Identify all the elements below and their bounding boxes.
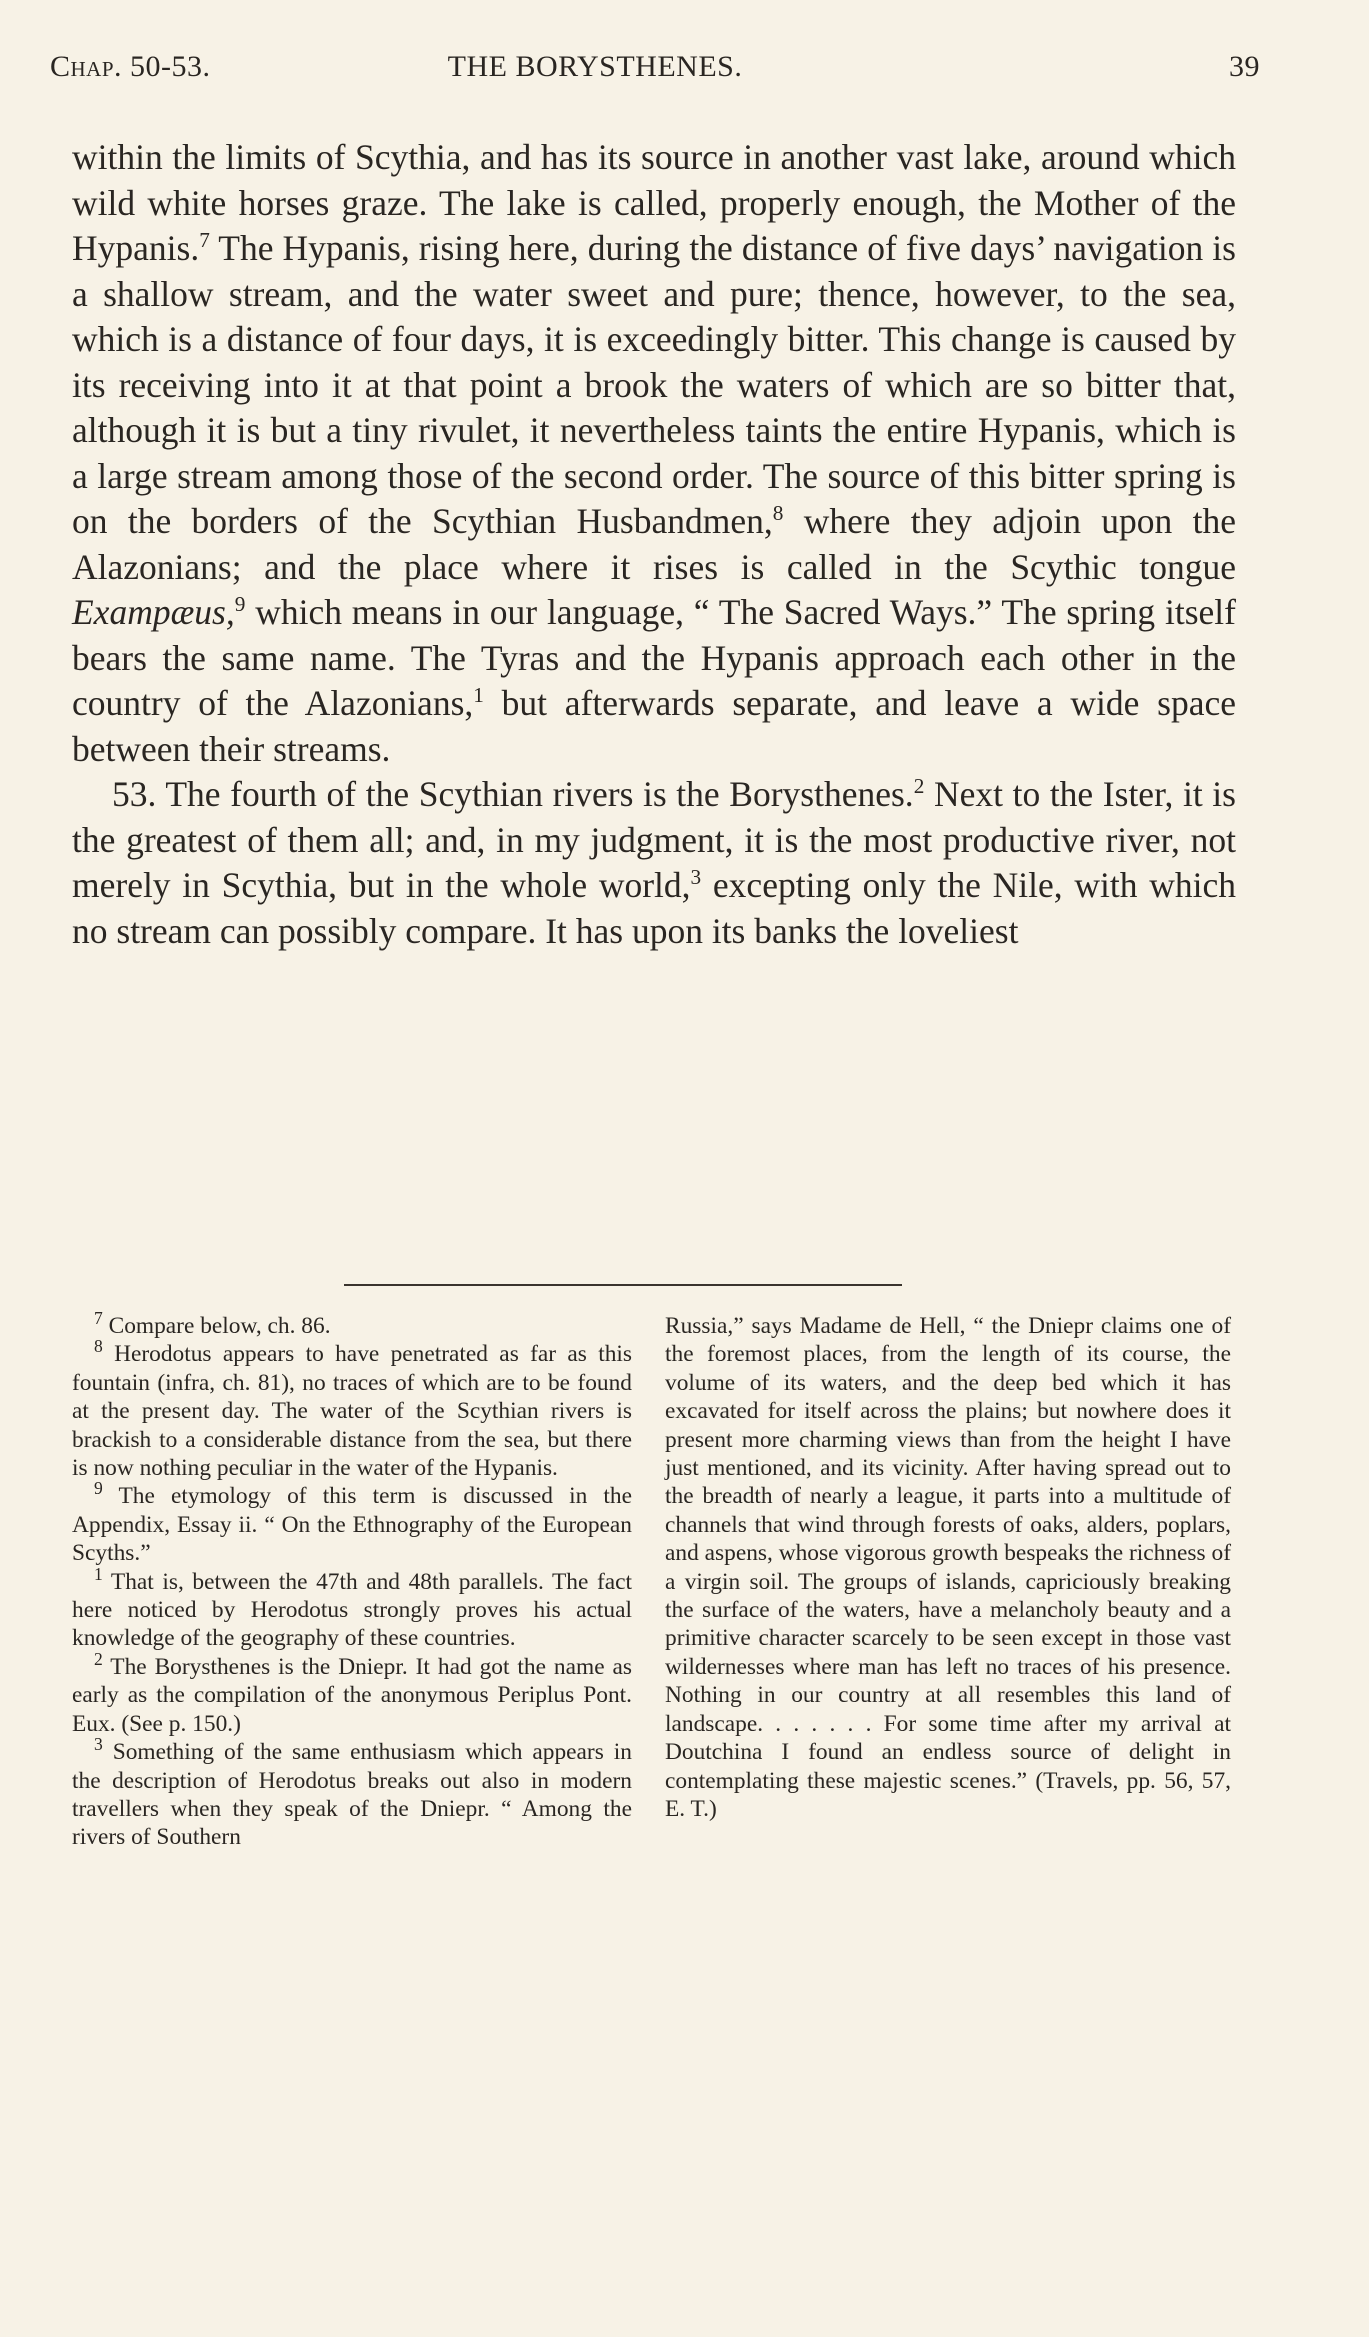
footnote: $^8$ Herodotus appears to have penetrated as far as this fountain (infra, ch. 81), no traces of which are to be found at the present day. The water of the Scythian rivers is brackish to a considerable distance from the sea, but there is now nothing peculiar in the water of the Hypanis.	[72, 1336, 632, 1482]
paragraph-continued: within the limits of Scythia, and has its source in another vast lake, around which wild white horses graze. The lake is called, properly enough, the Mother of the Hypanis.$^7$ The Hypanis, rising here, during the distance of five days’ navigation is a shallow stream, and the water sweet and pure; thence, however, to the sea, which is a distance of four days, it is exceedingly bitter. This change is caused by its receiving into it at that point a brook the waters of which are so bitter that, although it is but a tiny rivulet, it nevertheless taints the entire Hypanis, which is a large stream among those of the second order. The source of this bitter spring is on the borders of the Scythian Husbandmen,$^8$ where they adjoin upon the Alazonians; and the place where it rises is called in the Scythic tongue Exampæus,$^9$ which means in our language, “ The Sacred Ways.” The spring itself bears the same name. The Tyras and the Hypanis approach each other in the country of the Alazonians,$^1$ but afterwards separate, and leave a wide space between their streams.	[72, 137, 1236, 769]
paragraph-53: 53. The fourth of the Scythian rivers is the Borysthenes.$^2$ Next to the Ister, it is the greatest of them all; and, in my judgment, it is the most productive river, not merely in Scythia, but in the whole world,$^3$ excepting only the Nile, with which no stream can possibly compare. It has upon its banks the loveliest	[72, 774, 1236, 951]
footnote-ref: 7	[199, 228, 210, 253]
footnote: $^3$ Something of the same enthusiasm which appears in the description of Herodotus breaks out also in modern travellers when they speak of the Dniepr. “ Among the rivers of Southern	[72, 1734, 632, 1851]
main-text	[72, 135, 1236, 954]
footnote: $^1$ That is, between the 47th and 48th parallels. The fact here noticed by Herodotus strongly proves his actual knowledge of the geography of these countries.	[72, 1563, 632, 1652]
footnote-ref: 3	[690, 865, 702, 890]
chapter-range: Chap. 50-53.	[50, 50, 211, 83]
footnote-ref: 8	[772, 501, 784, 526]
footnote-ref: 2	[913, 774, 925, 799]
footnote-continuation: Russia,” says Madame de Hell, “ the Dniepr claims one of the foremost places, from the length of its course, the volume of its waters, and the deep bed which it has excavated for itself across the plains; but nowhere does it present more charming views than from the height I have just mentioned, and its vicinity. After having spread out to the breadth of nearly a league, it parts into a multitude of channels that wind through forests of oaks, alders, poplars, and aspens, whose vigorous growth bespeaks the richness of a virgin soil. The groups of islands, capriciously breaking the surface of the waters, have a melancholy beauty and a primitive character scarcely to be seen except in those vast wildernesses where man has left no traces of his presence. Nothing in our country at all resembles this land of landscape. . . . . . . For some time after my arrival at Doutchina I found an endless source of delight in contemplating these majestic scenes.” (Travels, pp. 56, 57, E. T.)	[665, 1313, 1231, 1822]
footnote-ref: 9	[234, 592, 246, 617]
footnote: $^2$ The Borysthenes is the Dniepr. It had got the name as early as the compilation of the anonymous Periplus Pont. Eux. (See p. 150.)	[72, 1649, 632, 1737]
scythic-term: Exampæus,	[72, 592, 235, 632]
footnote: $^7$ Compare below, ch. 86.	[94, 1308, 331, 1339]
page-number: 39	[1229, 50, 1260, 83]
footnotes-left-column	[72, 1308, 632, 1852]
footnote: $^9$ The etymology of this term is discussed in the Appendix, Essay ii. “ On the Ethnography of the European Scyths.”	[72, 1478, 632, 1567]
footnote-ref: 1	[473, 683, 484, 708]
running-head	[50, 50, 1260, 90]
page-title: THE BORYSTHENES.	[447, 50, 743, 83]
footnote-divider	[344, 1284, 902, 1286]
footnotes-right-column	[665, 1312, 1231, 1823]
